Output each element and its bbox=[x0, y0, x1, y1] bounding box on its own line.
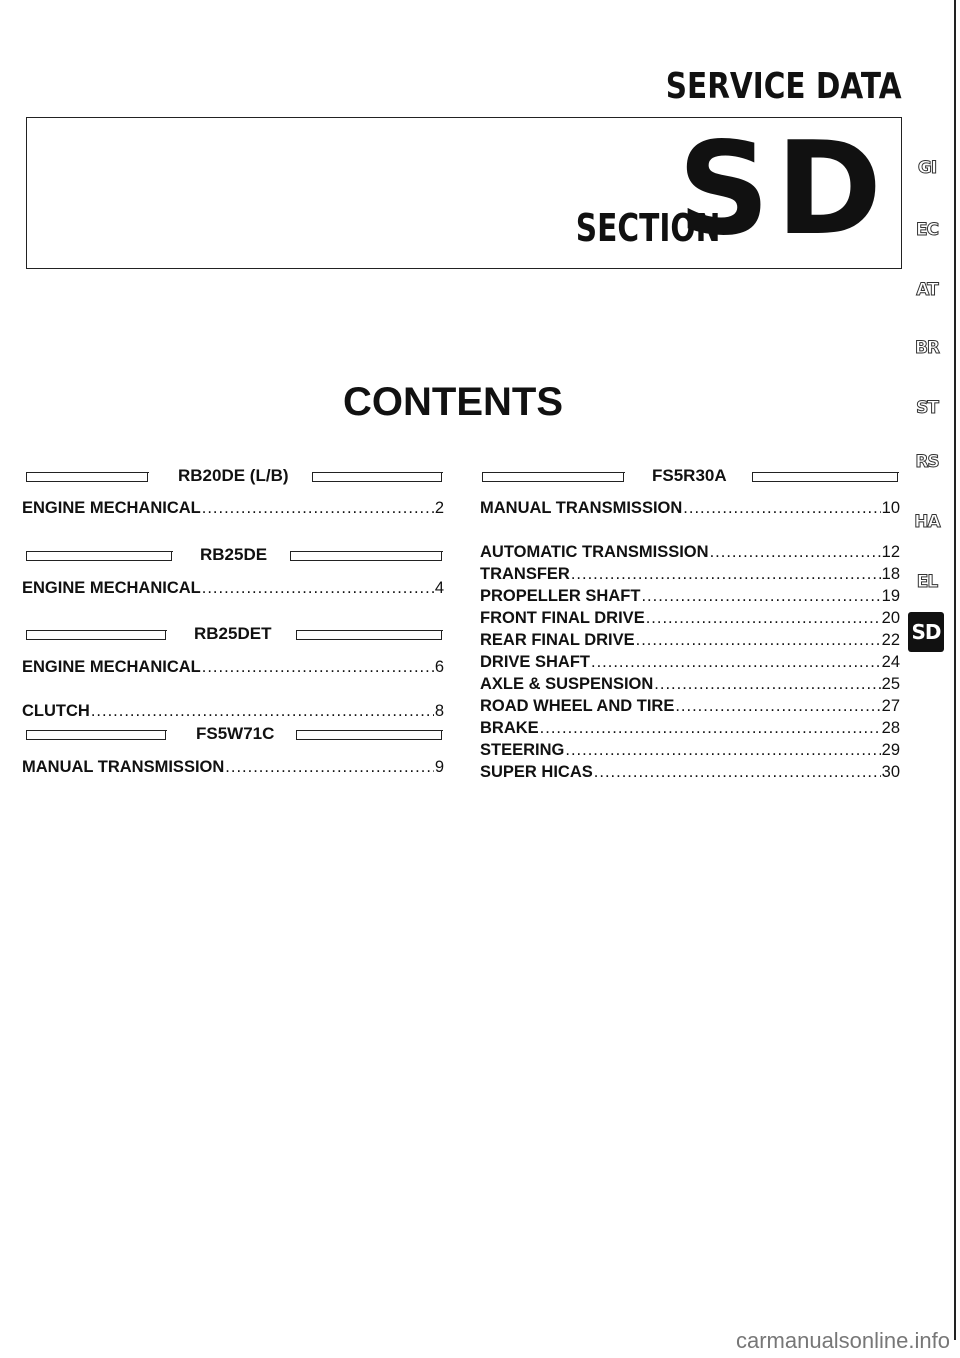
toc-entry-label: AXLE & SUSPENSION bbox=[480, 675, 654, 693]
toc-entry-label: ENGINE MECHANICAL bbox=[22, 499, 201, 517]
leader-dots bbox=[636, 631, 881, 650]
toc-entry-page: 27 bbox=[881, 697, 900, 715]
toc-entry[interactable] bbox=[22, 702, 444, 721]
toc-entry-page: 30 bbox=[881, 763, 900, 781]
toc-entry-page: 22 bbox=[881, 631, 900, 649]
heading-rule-left bbox=[482, 472, 624, 482]
tab-st[interactable]: ST bbox=[916, 398, 938, 418]
section-label: SECTION bbox=[575, 206, 720, 250]
toc-entry-page: 8 bbox=[434, 702, 444, 720]
toc-entry[interactable] bbox=[22, 579, 444, 598]
toc-entry-label: ENGINE MECHANICAL bbox=[22, 579, 201, 597]
toc-entry-label: ENGINE MECHANICAL bbox=[22, 658, 201, 676]
group-heading-rb25de: RB25DE bbox=[200, 545, 268, 564]
toc-entry-label: TRANSFER bbox=[480, 565, 570, 583]
tab-br[interactable]: BR bbox=[914, 338, 940, 358]
group-heading-rb20de: RB20DE (L/B) bbox=[178, 466, 289, 485]
heading-rule-right bbox=[296, 630, 442, 640]
group-heading-fs5r30a: FS5R30A bbox=[652, 466, 727, 485]
toc-entry-page: 4 bbox=[434, 579, 444, 597]
toc-entry-label: PROPELLER SHAFT bbox=[480, 587, 641, 605]
toc-entry[interactable] bbox=[480, 741, 900, 760]
heading-rule-left bbox=[26, 472, 148, 482]
leader-dots bbox=[591, 653, 881, 672]
toc-entry-page: 2 bbox=[434, 499, 444, 517]
heading-rule-right bbox=[752, 472, 898, 482]
leader-dots bbox=[202, 579, 434, 598]
tab-el[interactable]: EL bbox=[916, 572, 938, 592]
toc-entry-page: 10 bbox=[881, 499, 900, 517]
leader-dots bbox=[571, 565, 881, 584]
leader-dots bbox=[91, 702, 434, 721]
toc-entry-label: FRONT FINAL DRIVE bbox=[480, 609, 645, 627]
toc-entry[interactable] bbox=[480, 631, 900, 650]
toc-entry-page: 12 bbox=[881, 543, 900, 561]
group-heading-fs5w71c: FS5W71C bbox=[196, 724, 275, 743]
tab-gi[interactable]: GI bbox=[917, 158, 937, 178]
toc-entry[interactable] bbox=[480, 543, 900, 562]
heading-rule-right bbox=[296, 730, 442, 740]
leader-dots bbox=[683, 499, 880, 518]
tab-sd-active[interactable]: SD bbox=[908, 612, 944, 652]
toc-entry[interactable] bbox=[480, 675, 900, 694]
page-edge-rule bbox=[954, 0, 956, 1340]
leader-dots bbox=[565, 741, 880, 760]
toc-entry[interactable] bbox=[480, 565, 900, 584]
toc-entry-page: 6 bbox=[434, 658, 444, 676]
leader-dots bbox=[594, 763, 881, 782]
toc-entry-page: 25 bbox=[881, 675, 900, 693]
heading-rule-right bbox=[290, 551, 442, 561]
toc-entry-label: REAR FINAL DRIVE bbox=[480, 631, 635, 649]
toc-entry-label: MANUAL TRANSMISSION bbox=[480, 499, 683, 517]
section-code: SD bbox=[677, 115, 888, 264]
heading-rule-left bbox=[26, 630, 166, 640]
toc-entry[interactable] bbox=[480, 653, 900, 672]
toc-entry-label: SUPER HICAS bbox=[480, 763, 593, 781]
toc-entry[interactable] bbox=[22, 758, 444, 777]
tab-rs[interactable]: RS bbox=[915, 452, 939, 472]
leader-dots bbox=[654, 675, 880, 694]
heading-rule-left bbox=[26, 551, 172, 561]
toc-entry[interactable] bbox=[22, 658, 444, 677]
tab-ec[interactable]: EC bbox=[915, 220, 939, 240]
leader-dots bbox=[641, 587, 880, 606]
toc-entry-page: 18 bbox=[881, 565, 900, 583]
toc-entry[interactable] bbox=[480, 719, 900, 738]
leader-dots bbox=[202, 658, 434, 677]
group-heading-rb25det: RB25DET bbox=[194, 624, 272, 643]
toc-entry-page: 28 bbox=[881, 719, 900, 737]
toc-entry-label: BRAKE bbox=[480, 719, 539, 737]
leader-dots bbox=[540, 719, 881, 738]
heading-rule-right bbox=[312, 472, 442, 482]
toc-entry[interactable] bbox=[480, 609, 900, 628]
watermark: carmanualsonline.info bbox=[735, 1328, 950, 1353]
leader-dots bbox=[675, 697, 880, 716]
tab-ha[interactable]: HA bbox=[914, 512, 940, 532]
toc-entry-page: 9 bbox=[434, 758, 444, 776]
toc-entry-label: DRIVE SHAFT bbox=[480, 653, 591, 671]
toc-entry-page: 24 bbox=[881, 653, 900, 671]
page-title: SERVICE DATA bbox=[666, 66, 902, 107]
toc-entry[interactable] bbox=[480, 697, 900, 716]
toc-entry-label: STEERING bbox=[480, 741, 565, 759]
toc-entry-label: CLUTCH bbox=[22, 702, 90, 720]
tab-at[interactable]: AT bbox=[916, 280, 938, 300]
toc-entry[interactable] bbox=[480, 499, 900, 518]
toc-entry-page: 20 bbox=[881, 609, 900, 627]
heading-rule-left bbox=[26, 730, 166, 740]
toc-entry-label: AUTOMATIC TRANSMISSION bbox=[480, 543, 709, 561]
toc-entry[interactable] bbox=[22, 499, 444, 518]
leader-dots bbox=[710, 543, 881, 562]
toc-entry[interactable] bbox=[480, 763, 900, 782]
toc-entry-page: 29 bbox=[881, 741, 900, 759]
leader-dots bbox=[202, 499, 434, 518]
toc-entry-label: MANUAL TRANSMISSION bbox=[22, 758, 225, 776]
toc-entry[interactable] bbox=[480, 587, 900, 606]
leader-dots bbox=[225, 758, 434, 777]
leader-dots bbox=[646, 609, 881, 628]
contents-heading: CONTENTS bbox=[343, 380, 563, 424]
toc-entry-page: 19 bbox=[881, 587, 900, 605]
toc-entry-label: ROAD WHEEL AND TIRE bbox=[480, 697, 675, 715]
